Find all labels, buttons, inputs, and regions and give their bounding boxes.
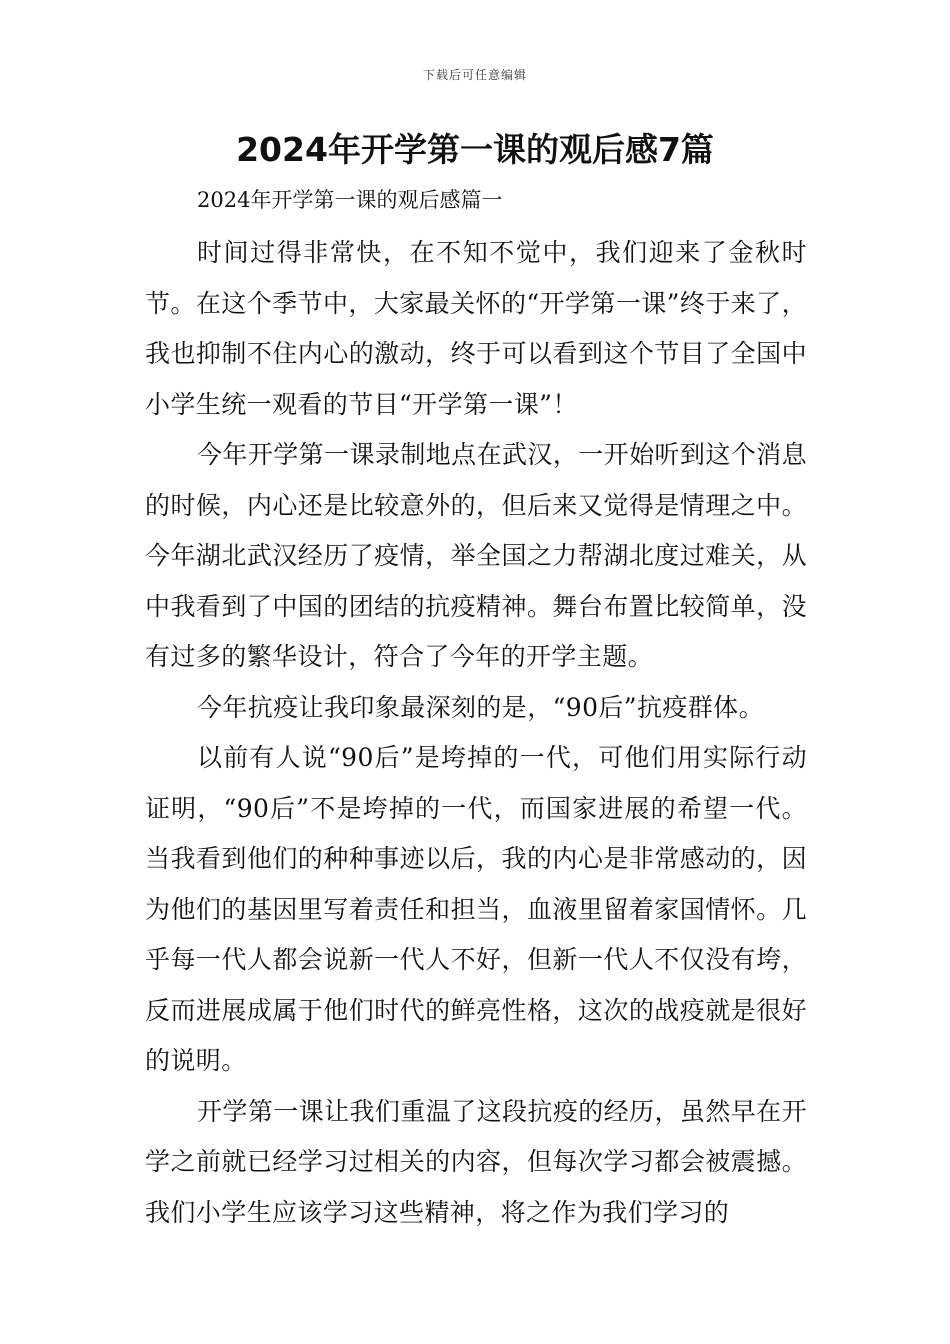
paragraph-5: 开学第一课让我们重温了这段抗疫的经历，虽然早在开学之前就已经学习过相关的内容，但每次学习都会被震撼。我们小学生应该学习这些精神，将之作为我们学习的 [145,1096,807,1227]
document-title: 2024年开学第一课的观后感7篇 [236,130,714,169]
paragraph-3: 今年抗疫让我印象最深刻的是，“90后”抗疫群体。 [197,692,764,722]
header-note: 下载后可任意编辑 [422,68,527,82]
section-heading: 2024年开学第一课的观后感篇一 [197,188,503,212]
paragraph-1: 时间过得非常快，在不知不觉中，我们迎来了金秋时节。在这个季节中，大家最关怀的“开学第一课”终于来了，我也抑制不住内心的激动，终于可以看到这个节目了全国中小学生统一观看的节目“开学第一课”！ [145,238,807,419]
paragraph-2: 今年开学第一课录制地点在武汉，一开始听到这个消息的时候，内心还是比较意外的，但后来又觉得是情理之中。今年湖北武汉经历了疫情，举全国之力帮湖北度过难关，从中我看到了中国的团结的抗疫精神。舞台布置比较简单，没有过多的繁华设计，符合了今年的开学主题。 [145,440,807,671]
paragraph-4: 以前有人说“90后”是垮掉的一代，可他们用实际行动证明，“90后”不是垮掉的一代，而国家进展的希望一代。当我看到他们的种种事迹以后，我的内心是非常感动的，因为他们的基因里写着责任和担当，血液里留着家国情怀。几乎每一代人都会说新一代人不好，但新一代人不仅没有垮，反而进展成属于他们时代的鲜亮性格，这次的战疫就是很好的说明。 [145,743,807,1075]
document-body [145,180,807,1238]
